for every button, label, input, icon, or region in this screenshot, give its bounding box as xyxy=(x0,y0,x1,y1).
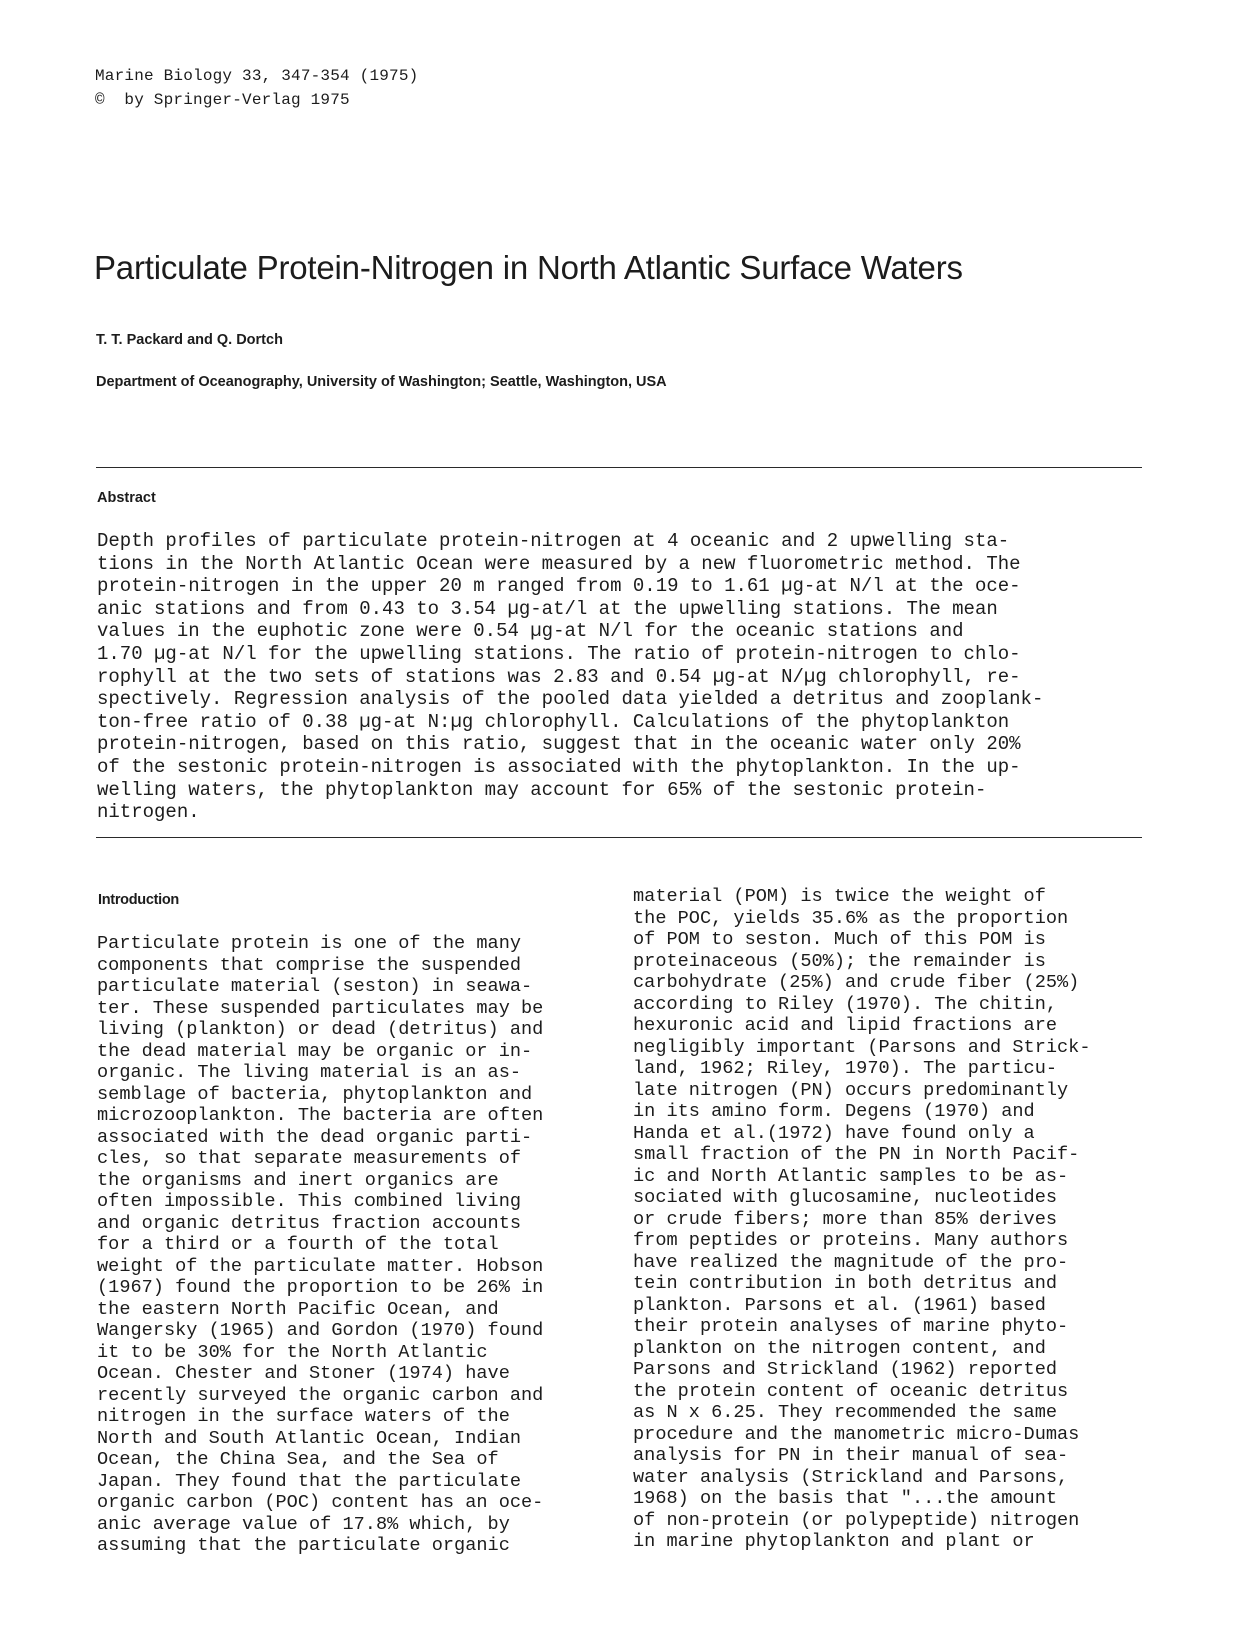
journal-line: Marine Biology 33, 347-354 (1975) xyxy=(95,67,419,85)
text-line: have realized the magnitude of the pro- xyxy=(633,1251,1069,1273)
text-line: the eastern North Pacific Ocean, and xyxy=(97,1298,499,1320)
text-line: microzooplankton. The bacteria are often xyxy=(97,1105,544,1126)
text-line: of non-protein (or polypeptide) nitrogen xyxy=(633,1509,1080,1531)
introduction-heading: Introduction xyxy=(98,892,179,908)
text-line: weight of the particulate matter. Hobson xyxy=(97,1255,544,1277)
text-line: material (POM) is twice the weight of xyxy=(633,886,1046,907)
text-line: organic carbon (POC) content has an oce- xyxy=(97,1492,544,1513)
text-line: recently surveyed the organic carbon and xyxy=(97,1384,544,1406)
text-line: land, 1962; Riley, 1970). The particu- xyxy=(633,1058,1058,1079)
text-line: or crude fibers; more than 85% derives xyxy=(633,1208,1058,1230)
article-title: Particulate Protein-Nitrogen in North Atlantic Surface Waters xyxy=(94,249,963,286)
text-line: Ocean. Chester and Stoner (1974) have xyxy=(97,1363,510,1384)
text-line: water analysis (Strickland and Parsons, xyxy=(633,1466,1069,1488)
abstract-line: protein-nitrogen, based on this ratio, suggest that in the oceanic water only 20% xyxy=(97,733,1021,756)
abstract-line: rophyll at the two sets of stations was 2.83 and 0.54 µg-at N/µg chlorophyll, re- xyxy=(97,665,1021,688)
text-line: of POM to seston. Much of this POM is xyxy=(633,929,1046,950)
abstract-body xyxy=(97,530,1157,824)
text-line: (1967) found the proportion to be 26% in xyxy=(97,1277,544,1298)
text-line: particulate material (seston) in seawa- xyxy=(97,976,533,997)
text-line: it to be 30% for the North Atlantic xyxy=(97,1341,488,1363)
text-line: the dead material may be organic or in- xyxy=(97,1040,533,1062)
text-line: the POC, yields 35.6% as the proportion xyxy=(633,907,1069,929)
abstract-line: tions in the North Atlantic Ocean were measured by a new fluorometric method. The xyxy=(97,552,1021,575)
text-line: Handa et al.(1972) have found only a xyxy=(633,1122,1035,1144)
copyright-line: © by Springer-Verlag 1975 xyxy=(95,91,350,109)
text-line: cles, so that separate measurements of xyxy=(97,1148,522,1169)
authors: T. T. Packard and Q. Dortch xyxy=(96,332,283,348)
text-line: plankton on the nitrogen content, and xyxy=(633,1337,1046,1359)
text-line: anic average value of 17.8% which, by xyxy=(97,1513,510,1535)
text-line: assuming that the particulate organic xyxy=(97,1535,510,1556)
text-line: according to Riley (1970). The chitin, xyxy=(633,993,1058,1015)
text-line: the protein content of oceanic detritus xyxy=(633,1380,1069,1402)
abstract-line: of the sestonic protein-nitrogen is associated with the phytoplankton. In the up- xyxy=(97,755,1021,778)
text-line: nitrogen in the surface waters of the xyxy=(97,1406,510,1427)
text-line: as N x 6.25. They recommended the same xyxy=(633,1402,1058,1423)
text-line: ic and North Atlantic samples to be as- xyxy=(633,1165,1069,1187)
introduction-left-column xyxy=(97,933,617,1557)
text-line: in marine phytoplankton and plant or xyxy=(633,1531,1035,1552)
abstract-line: 1.70 µg-at N/l for the upwelling stations. The ratio of protein-nitrogen to chlo- xyxy=(97,642,1021,665)
text-line: procedure and the manometric micro-Dumas xyxy=(633,1423,1080,1445)
text-line: carbohydrate (25%) and crude fiber (25%) xyxy=(633,972,1080,993)
abstract-line: nitrogen. xyxy=(97,801,200,824)
abstract-line: ton-free ratio of 0.38 µg-at N:µg chlorophyll. Calculations of the phytoplankton xyxy=(97,710,1010,733)
text-line: in its amino form. Degens (1970) and xyxy=(633,1101,1035,1122)
text-line: negligibly important (Parsons and Strick- xyxy=(633,1036,1091,1058)
text-line: North and South Atlantic Ocean, Indian xyxy=(97,1427,522,1449)
text-line: 1968) on the basis that "...the amount xyxy=(633,1488,1058,1509)
text-line: late nitrogen (PN) occurs predominantly xyxy=(633,1079,1069,1101)
abstract-line: values in the euphotic zone were 0.54 µg-at N/l for the oceanic stations and xyxy=(97,620,964,643)
text-line: their protein analyses of marine phyto- xyxy=(633,1316,1069,1337)
text-line: components that comprise the suspended xyxy=(97,954,522,976)
text-line: associated with the dead organic parti- xyxy=(97,1126,533,1148)
text-line: sociated with glucosamine, nucleotides xyxy=(633,1187,1058,1208)
text-line: hexuronic acid and lipid fractions are xyxy=(633,1015,1058,1036)
journal-citation xyxy=(95,64,418,112)
text-line: for a third or a fourth of the total xyxy=(97,1234,499,1255)
text-line: small fraction of the PN in North Pacif- xyxy=(633,1144,1080,1165)
abstract-line: Depth profiles of particulate protein-nitrogen at 4 oceanic and 2 upwelling sta- xyxy=(97,530,1010,552)
text-line: Parsons and Strickland (1962) reported xyxy=(633,1359,1058,1380)
text-line: Wangersky (1965) and Gordon (1970) found xyxy=(97,1320,544,1341)
text-line: Ocean, the China Sea, and the Sea of xyxy=(97,1449,499,1470)
abstract-line: spectively. Regression analysis of the pooled data yielded a detritus and zooplank- xyxy=(97,688,1044,711)
text-line: Japan. They found that the particulate xyxy=(97,1470,522,1492)
text-line: Particulate protein is one of the many xyxy=(97,933,522,954)
text-line: the organisms and inert organics are xyxy=(97,1169,499,1191)
abstract-line: protein-nitrogen in the upper 20 m ranged from 0.19 to 1.61 µg-at N/l at the oce- xyxy=(97,575,1021,598)
text-line: proteinaceous (50%); the remainder is xyxy=(633,950,1046,972)
text-line: often impossible. This combined living xyxy=(97,1191,522,1212)
text-line: analysis for PN in their manual of sea- xyxy=(633,1445,1069,1466)
text-line: semblage of bacteria, phytoplankton and xyxy=(97,1083,533,1105)
abstract-line: anic stations and from 0.43 to 3.54 µg-at/l at the upwelling stations. The mean xyxy=(97,597,998,620)
abstract-line: welling waters, the phytoplankton may account for 65% of the sestonic protein- xyxy=(97,778,987,801)
abstract-bottom-rule xyxy=(96,837,1142,838)
affiliation: Department of Oceanography, University of Washington; Seattle, Washington, USA xyxy=(96,374,667,390)
text-line: ter. These suspended particulates may be xyxy=(97,997,544,1019)
text-line: organic. The living material is an as- xyxy=(97,1062,522,1083)
abstract-top-rule xyxy=(96,467,1142,468)
abstract-heading: Abstract xyxy=(97,490,156,506)
introduction-right-column xyxy=(633,886,1153,1553)
text-line: plankton. Parsons et al. (1961) based xyxy=(633,1294,1046,1316)
text-line: and organic detritus fraction accounts xyxy=(97,1212,522,1234)
text-line: tein contribution in both detritus and xyxy=(633,1273,1058,1294)
text-line: living (plankton) or dead (detritus) and xyxy=(97,1019,544,1040)
text-line: from peptides or proteins. Many authors xyxy=(633,1230,1069,1251)
